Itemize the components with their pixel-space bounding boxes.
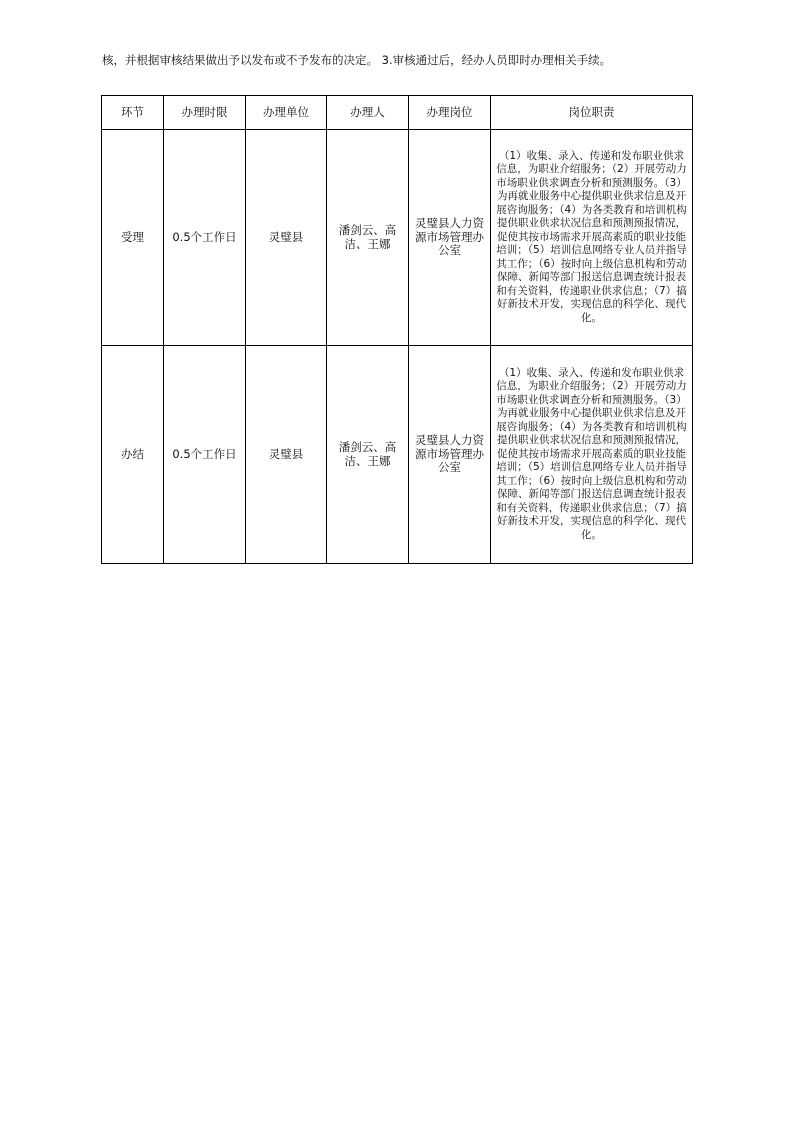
- cell-time-limit: 0.5个工作日: [164, 130, 246, 346]
- process-table: [101, 95, 693, 564]
- header-time-limit: 办理时限: [164, 96, 246, 130]
- cell-duties: （1）收集、录入、传递和发布职业供求信息，为职业介绍服务；（2）开展劳动力市场职业供求调查分析和预测服务。（3）为再就业服务中心提供职业供求信息及开展咨询服务；（4）为各类教育和培训机构提供职业供求状况信息和预测预报情况，促使其按市场需求开展高素质的职业技能培训；（5）培训信息网络专业人员并指导其工作；（6）按时向上级信息机构和劳动保障、新闻等部门报送信息调查统计报表和有关资料，传递职业供求信息；（7）搞好新技术开发，实现信息的科学化、现代化。: [491, 130, 693, 346]
- table-row: [102, 130, 693, 346]
- header-duties: 岗位职责: [491, 96, 693, 130]
- cell-unit: 灵璧县: [246, 346, 327, 564]
- cell-stage: 受理: [102, 130, 164, 346]
- table-header-row: [102, 96, 693, 130]
- cell-time-limit: 0.5个工作日: [164, 346, 246, 564]
- cell-post: 灵璧县人力资源市场管理办公室: [409, 130, 491, 346]
- header-unit: 办理单位: [246, 96, 327, 130]
- cell-handler: 潘剑云、高洁、王娜: [327, 130, 409, 346]
- cell-stage: 办结: [102, 346, 164, 564]
- cell-unit: 灵璧县: [246, 130, 327, 346]
- cell-post: 灵璧县人力资源市场管理办公室: [409, 346, 491, 564]
- header-post: 办理岗位: [409, 96, 491, 130]
- header-handler: 办理人: [327, 96, 409, 130]
- cell-duties: （1）收集、录入、传递和发布职业供求信息，为职业介绍服务；（2）开展劳动力市场职业供求调查分析和预测服务。（3）为再就业服务中心提供职业供求信息及开展咨询服务；（4）为各类教育和培训机构提供职业供求状况信息和预测预报情况，促使其按市场需求开展高素质的职业技能培训；（5）培训信息网络专业人员并指导其工作；（6）按时向上级信息机构和劳动保障、新闻等部门报送信息调查统计报表和有关资料，传递职业供求信息；（7）搞好新技术开发，实现信息的科学化、现代化。: [491, 346, 693, 564]
- table-row: [102, 346, 693, 564]
- cell-handler: 潘剑云、高洁、王娜: [327, 346, 409, 564]
- header-stage: 环节: [102, 96, 164, 130]
- intro-paragraph: 核，并根据审核结果做出予以发布或不予发布的决定。 3.审核通过后，经办人员即时办理相关手续。: [102, 53, 612, 67]
